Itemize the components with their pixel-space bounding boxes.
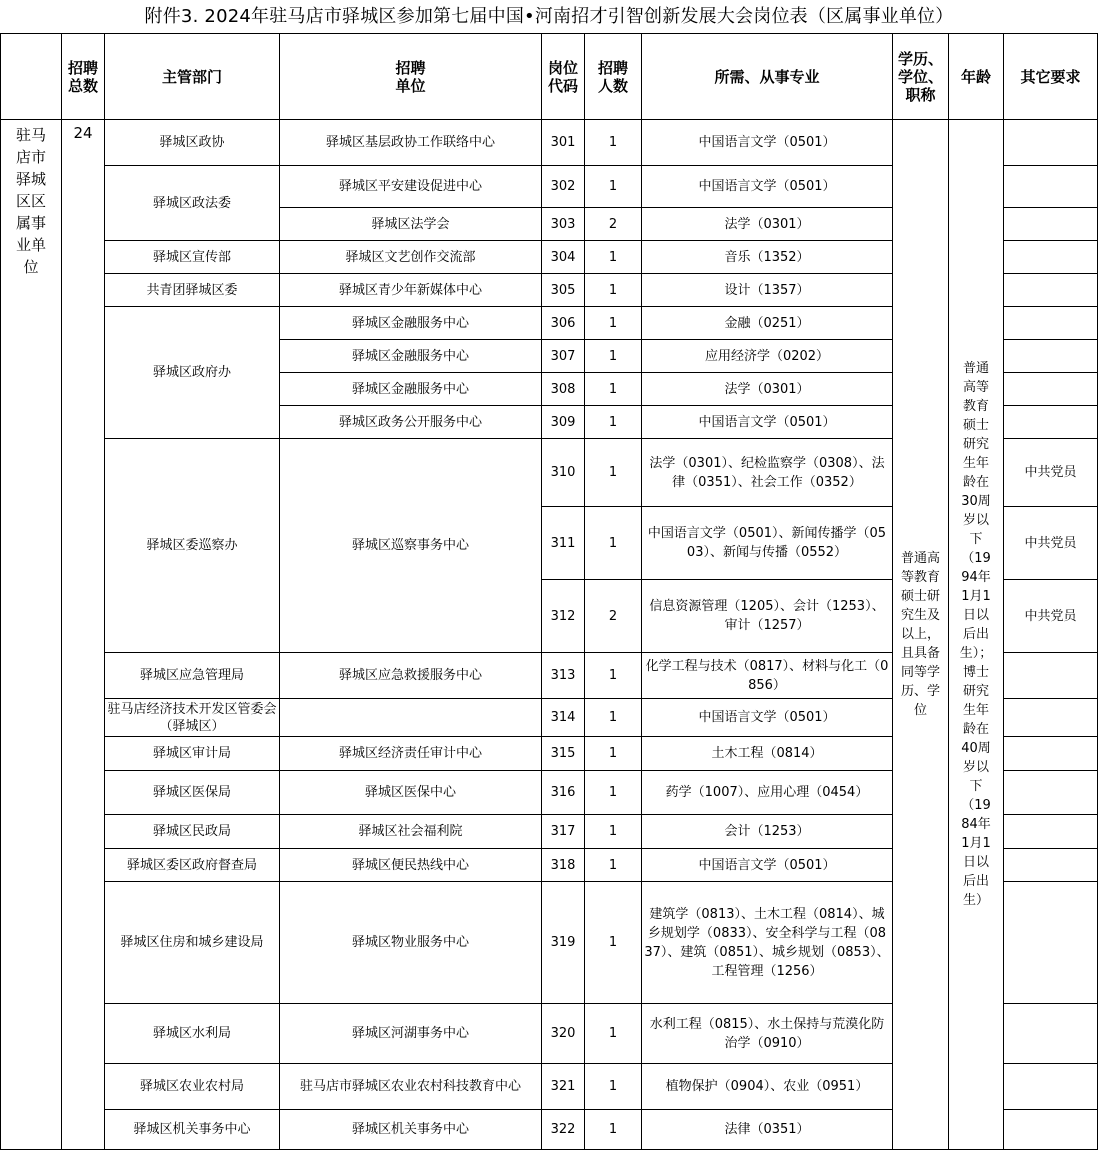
code-cell: 318	[542, 849, 585, 882]
other-cell	[1004, 208, 1098, 241]
count-cell: 1	[585, 815, 642, 849]
count-cell: 1	[585, 1064, 642, 1110]
code-cell: 319	[542, 882, 585, 1004]
count-cell: 1	[585, 406, 642, 439]
other-cell	[1004, 653, 1098, 699]
other-cell	[1004, 274, 1098, 307]
other-cell	[1004, 882, 1098, 1004]
other-cell	[1004, 815, 1098, 849]
code-cell: 321	[542, 1064, 585, 1110]
unit-cell: 驿城区文艺创作交流部	[280, 241, 542, 274]
other-cell	[1004, 120, 1098, 166]
code-cell: 316	[542, 771, 585, 815]
count-cell: 1	[585, 340, 642, 373]
unit-cell: 驿城区物业服务中心	[280, 882, 542, 1004]
major-cell: 音乐（1352）	[642, 241, 893, 274]
unit-cell: 驿城区金融服务中心	[280, 307, 542, 340]
count-cell: 1	[585, 166, 642, 208]
major-cell: 法学（0301）、纪检监察学（0308）、法律（0351）、社会工作（0352）	[642, 439, 893, 507]
page-title: 附件3. 2024年驻马店市驿城区参加第七届中国•河南招才引智创新发展大会岗位表（区属事业单位）	[144, 6, 954, 27]
major-cell: 金融（0251）	[642, 307, 893, 340]
unit-cell: 驿城区社会福利院	[280, 815, 542, 849]
count-cell: 1	[585, 307, 642, 340]
count-cell: 1	[585, 771, 642, 815]
code-cell: 314	[542, 699, 585, 737]
dept-cell: 驿城区政协	[105, 120, 280, 166]
count-cell: 1	[585, 507, 642, 580]
code-cell: 317	[542, 815, 585, 849]
code-cell: 305	[542, 274, 585, 307]
count-cell: 1	[585, 439, 642, 507]
code-cell: 306	[542, 307, 585, 340]
unit-cell: 驿城区巡察事务中心	[280, 439, 542, 653]
unit-cell: 驿城区青少年新媒体中心	[280, 274, 542, 307]
unit-cell: 驿城区便民热线中心	[280, 849, 542, 882]
code-cell: 312	[542, 580, 585, 653]
header-count: 招聘人数	[585, 34, 642, 120]
code-cell: 303	[542, 208, 585, 241]
code-cell: 301	[542, 120, 585, 166]
header-total: 招聘总数	[62, 34, 105, 120]
count-cell: 1	[585, 1110, 642, 1150]
unit-cell: 驿城区金融服务中心	[280, 373, 542, 406]
other-cell	[1004, 771, 1098, 815]
code-cell: 313	[542, 653, 585, 699]
major-cell: 信息资源管理（1205）、会计（1253）、审计（1257）	[642, 580, 893, 653]
dept-cell: 驿城区农业农村局	[105, 1064, 280, 1110]
count-cell: 1	[585, 373, 642, 406]
count-cell: 1	[585, 120, 642, 166]
header-edu: 学历、学位、职称	[893, 34, 949, 120]
major-cell: 土木工程（0814）	[642, 737, 893, 771]
unit-cell: 驻马店市驿城区农业农村科技教育中心	[280, 1064, 542, 1110]
count-cell: 1	[585, 241, 642, 274]
major-cell: 药学（1007）、应用心理（0454）	[642, 771, 893, 815]
total-count: 24	[62, 120, 105, 1150]
positions-table	[0, 33, 1098, 1150]
dept-cell: 驿城区机关事务中心	[105, 1110, 280, 1150]
age-cell: 普通高等教育硕士研究生年龄在30周岁以下（1994年1月1日以后出生）；博士研究生年龄在40周岁以下（1984年1月1日以后出生）	[949, 120, 1004, 1150]
unit-cell: 驿城区金融服务中心	[280, 340, 542, 373]
other-cell: 中共党员	[1004, 580, 1098, 653]
major-cell: 法学（0301）	[642, 373, 893, 406]
header-row	[1, 34, 1098, 120]
major-cell: 设计（1357）	[642, 274, 893, 307]
dept-cell: 驿城区民政局	[105, 815, 280, 849]
code-cell: 309	[542, 406, 585, 439]
count-cell: 2	[585, 580, 642, 653]
count-cell: 1	[585, 699, 642, 737]
dept-cell: 驿城区审计局	[105, 737, 280, 771]
major-cell: 中国语言文学（0501）	[642, 849, 893, 882]
other-cell	[1004, 737, 1098, 771]
header-dept: 主管部门	[105, 34, 280, 120]
header-blank	[1, 34, 62, 120]
major-cell: 建筑学（0813）、土木工程（0814）、城乡规划学（0833）、安全科学与工程（0837）、建筑（0851）、城乡规划（0853）、工程管理（1256）	[642, 882, 893, 1004]
group-label: 驻马店市驿城区区属事业单位	[1, 120, 62, 1150]
count-cell: 1	[585, 1004, 642, 1064]
other-cell	[1004, 373, 1098, 406]
other-cell: 中共党员	[1004, 507, 1098, 580]
dept-cell: 驿城区宣传部	[105, 241, 280, 274]
other-cell	[1004, 1110, 1098, 1150]
count-cell: 1	[585, 737, 642, 771]
unit-cell: 驿城区基层政协工作联络中心	[280, 120, 542, 166]
unit-cell: 驿城区法学会	[280, 208, 542, 241]
code-cell: 302	[542, 166, 585, 208]
unit-cell: 驿城区河湖事务中心	[280, 1004, 542, 1064]
major-cell: 中国语言文学（0501）、新闻传播学（0503）、新闻与传播（0552）	[642, 507, 893, 580]
code-cell: 308	[542, 373, 585, 406]
unit-cell: 驿城区政务公开服务中心	[280, 406, 542, 439]
major-cell: 法律（0351）	[642, 1110, 893, 1150]
other-cell	[1004, 1004, 1098, 1064]
other-cell	[1004, 849, 1098, 882]
dept-cell: 驿城区委巡察办	[105, 439, 280, 653]
dept-cell: 驿城区政法委	[105, 166, 280, 241]
dept-cell: 驿城区医保局	[105, 771, 280, 815]
unit-cell: 驿城区经济责任审计中心	[280, 737, 542, 771]
dept-cell: 驿城区住房和城乡建设局	[105, 882, 280, 1004]
code-cell: 304	[542, 241, 585, 274]
major-cell: 应用经济学（0202）	[642, 340, 893, 373]
code-cell: 310	[542, 439, 585, 507]
major-cell: 中国语言文学（0501）	[642, 406, 893, 439]
code-cell: 315	[542, 737, 585, 771]
unit-cell: 驿城区应急救援服务中心	[280, 653, 542, 699]
other-cell	[1004, 1064, 1098, 1110]
unit-cell: 驿城区机关事务中心	[280, 1110, 542, 1150]
dept-cell: 驿城区应急管理局	[105, 653, 280, 699]
code-cell: 307	[542, 340, 585, 373]
unit-cell: 驿城区平安建设促进中心	[280, 166, 542, 208]
dept-cell: 驿城区政府办	[105, 307, 280, 439]
code-cell: 320	[542, 1004, 585, 1064]
count-cell: 1	[585, 274, 642, 307]
major-cell: 化学工程与技术（0817）、材料与化工（0856）	[642, 653, 893, 699]
major-cell: 中国语言文学（0501）	[642, 166, 893, 208]
dept-cell: 驿城区水利局	[105, 1004, 280, 1064]
dept-cell: 驻马店经济技术开发区管委会（驿城区）	[105, 699, 280, 737]
count-cell: 1	[585, 849, 642, 882]
table-row	[1, 120, 1098, 166]
other-cell: 中共党员	[1004, 439, 1098, 507]
other-cell	[1004, 307, 1098, 340]
unit-cell: 驿城区医保中心	[280, 771, 542, 815]
header-major: 所需、从事专业	[642, 34, 893, 120]
count-cell: 1	[585, 882, 642, 1004]
code-cell: 322	[542, 1110, 585, 1150]
unit-cell	[280, 699, 542, 737]
other-cell	[1004, 166, 1098, 208]
major-cell: 水利工程（0815）、水土保持与荒漠化防治学（0910）	[642, 1004, 893, 1064]
count-cell: 1	[585, 653, 642, 699]
header-code: 岗位代码	[542, 34, 585, 120]
major-cell: 植物保护（0904）、农业（0951）	[642, 1064, 893, 1110]
dept-cell: 共青团驿城区委	[105, 274, 280, 307]
education-cell: 普通高等教育硕士研究生及以上，且具备同等学历、学位	[893, 120, 949, 1150]
other-cell	[1004, 406, 1098, 439]
header-other: 其它要求	[1004, 34, 1098, 120]
major-cell: 法学（0301）	[642, 208, 893, 241]
major-cell: 中国语言文学（0501）	[642, 699, 893, 737]
other-cell	[1004, 241, 1098, 274]
other-cell	[1004, 699, 1098, 737]
header-unit: 招聘单位	[280, 34, 542, 120]
major-cell: 中国语言文学（0501）	[642, 120, 893, 166]
count-cell: 2	[585, 208, 642, 241]
major-cell: 会计（1253）	[642, 815, 893, 849]
code-cell: 311	[542, 507, 585, 580]
header-age: 年龄	[949, 34, 1004, 120]
dept-cell: 驿城区委区政府督查局	[105, 849, 280, 882]
other-cell	[1004, 340, 1098, 373]
